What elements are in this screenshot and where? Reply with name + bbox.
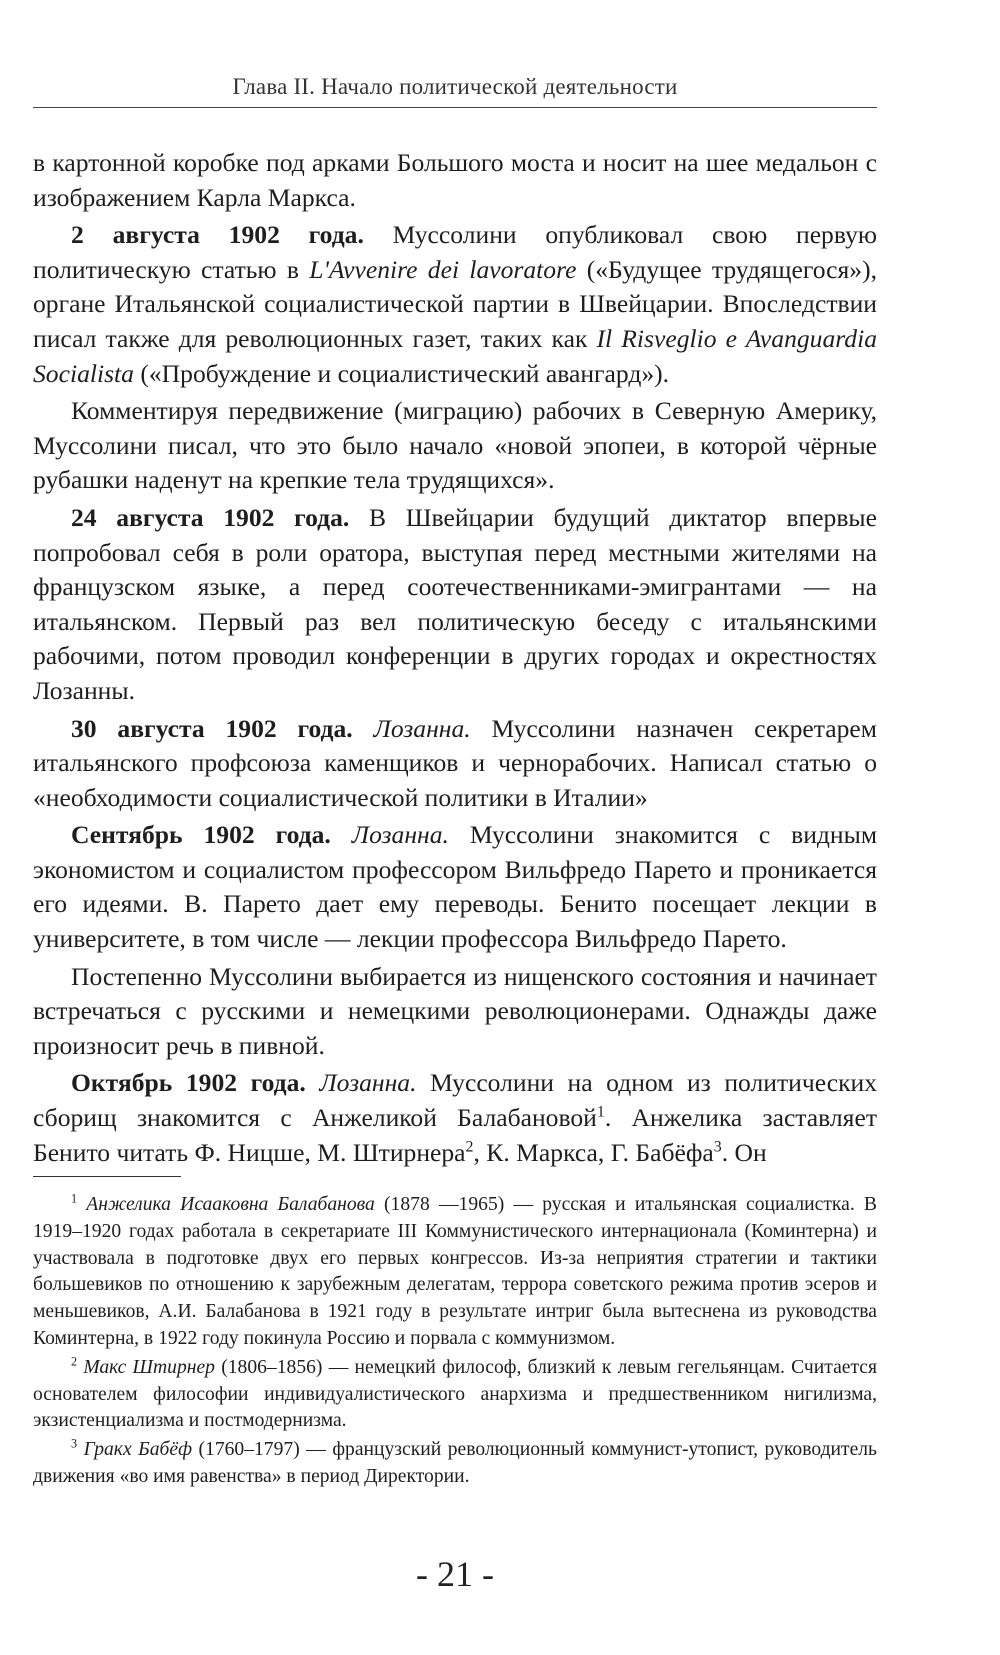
entry-place: Лозанна.: [330, 820, 449, 850]
paragraph-aug-30: 30 августа 1902 года. Лозанна. Муссолини назначен секретарем итальянского профсоюза каменщиков и чернорабочих. Написал статью о «необходимости социалистической политики в Италии»: [33, 713, 877, 812]
main-text: [33, 146, 877, 1173]
newspaper-title: L'Avvenire dei lavoratore: [309, 254, 577, 284]
entry-date: Октябрь 1902 года.: [71, 1068, 306, 1098]
footnote-2: $^2$ Макс Штирнер (1806–1856) — немецкий философ, близкий к левым гегельянцам. Считается основателем философии индивидуалистического анархизма и предшественником нигилизма, экзистенциализма и постмодернизма.: [33, 1354, 877, 1432]
footnote-ref[interactable]: 3: [713, 1138, 722, 1156]
newspaper-title: Il Risveglio e Avanguardia Socialista: [33, 323, 877, 388]
paragraph-gradually: Постепенно Муссолини выбирается из нищенского состояния и начинает встречаться с русскими и немецкими революционерами. Однажды даже произносит речь в пивной.: [33, 961, 877, 1060]
entry-date: Сентябрь 1902 года.: [71, 820, 331, 850]
footnote-ref[interactable]: 2: [465, 1138, 474, 1156]
footnote-1: $^1$ Анжелика Исааковна Балабанова (1878 —1965) — русская и итальянская социалистка. В 1919–1920 годах работала в секретариате III Коммунистического интернационала (Коминтерна) и участвовала в подготовке двух его первых конгрессов. Из-за неприятия стратегии и тактики большевиков по отношению к зарубежным делегатам, террора советского режима против эсеров и меньшевиков, А.И. Балабанова в 1921 году в результате интриг была вытеснена из руководства Коминтерна, в 1922 году покинула Россию и порвала с коммунизмом.: [33, 1191, 877, 1349]
footnote-mark: 2: [71, 1354, 78, 1369]
paragraph-migration: Комментируя передвижение (миграцию) рабочих в Северную Америку, Муссолини писал, что это было начало «новой эпопеи, в которой чёрные рубашки наденут на крепкие тела трудящихся».: [33, 396, 877, 495]
footnote-ref[interactable]: 1: [596, 1103, 605, 1121]
paragraph-october: Октябрь 1902 года. Лозанна. Муссолини на одном из политических сборищ знакомится с Анжеликой Балабановой$^1$. Анжелика заставляет Бенито читать Ф. Ницше, М. Штирнера$^2$, К. Маркса, Г. Бабёфа$^3$. Он: [33, 1068, 878, 1167]
entry-place: Лозанна.: [352, 713, 471, 743]
footnote-person: Гракх Бабёф: [77, 1439, 192, 1461]
entry-date: 24 августа 1902 года.: [71, 502, 350, 532]
entry-date: 30 августа 1902 года.: [71, 713, 353, 743]
footnote-person: Макс Штирнер: [77, 1356, 215, 1378]
entry-place: Лозанна.: [305, 1068, 417, 1098]
page-number: - 21 -: [416, 1554, 494, 1594]
running-header: Глава II. Начало политической деятельности: [232, 74, 678, 99]
header-divider: [33, 107, 877, 108]
paragraph-aug-2: 2 августа 1902 года. Муссолини опубликовал свою первую политическую статью в L'Avvenire dei lavoratore («Будущее трудящегося»), органе Итальянской социалистической партии в Швейцарии. Впоследствии писал также для революционных газет, таких как Il Risveglio e Avanguardia Socialista («Пробуждение и социалистический авангард»).: [33, 220, 877, 388]
entry-date: 2 августа 1902 года.: [71, 220, 364, 250]
footnote-divider: [33, 1176, 181, 1177]
paragraph-aug-24: 24 августа 1902 года. В Швейцарии будущий диктатор впервые попробовал себя в роли оратора, выступая перед местными жителями на французском языке, а перед соотечественниками-эмигрантами — на итальянском. Первый раз вел политическую беседу с итальянскими рабочими, потом проводил конференции в других городах и окрестностях Лозанны.: [33, 502, 877, 705]
paragraph-september: Сентябрь 1902 года. Лозанна. Муссолини знакомится с видным экономистом и социалистом профессором Вильфредо Парето и проникается его идеями. В. Парето дает ему переводы. Бенито посещает лекции в университете, в том числе — лекции профессора Вильфредо Парето.: [33, 820, 878, 954]
footnote-person: Анжелика Исааковна Балабанова: [77, 1194, 375, 1215]
footnotes: [33, 1192, 877, 1493]
paragraph-continuation: в картонной коробке под арками Большого моста и носит на шее медальон с изображением Карла Маркса.: [33, 148, 877, 212]
footnote-mark: 3: [71, 1436, 78, 1451]
footnote-mark: 1: [71, 1191, 78, 1206]
footnote-3: $^3$ Гракх Бабёф (1760–1797) — французский революционный коммунист-утопист, руководитель движения «во имя равенства» в период Директории.: [33, 1436, 877, 1487]
